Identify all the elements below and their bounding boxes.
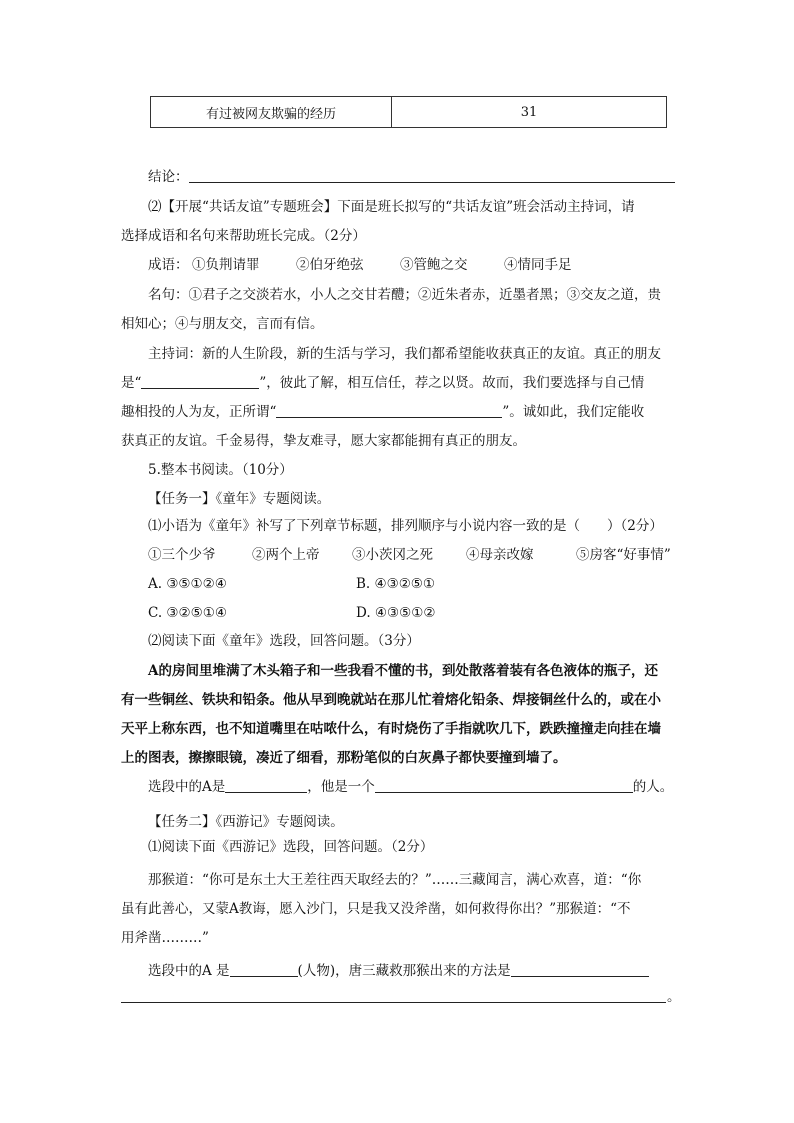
passage2-line1: 那猴道：“你可是东土大王差往西天取经去的？”……三藏闻言，满心欢喜，道：“你	[148, 872, 642, 888]
conclusion-line	[148, 168, 675, 186]
conclusion-blank[interactable]	[189, 168, 675, 183]
choice-d[interactable]: D. ④③⑤①②	[356, 605, 436, 621]
host-line4: 获真正的友谊。千金易得，挚友难寻，愿大家都能拥有真正的朋友。	[121, 433, 526, 449]
passage1-line2: 有一些铜丝、铁块和铅条。他从早到晚就站在那儿忙着熔化铅条、焊接铜丝什么的，或在小	[121, 692, 661, 708]
q5-title: 5.整本书阅读。（10分）	[148, 462, 293, 478]
answer2-blank-method[interactable]	[511, 962, 649, 977]
passage2-line3: 用斧凿………”	[121, 930, 209, 946]
survey-table	[150, 96, 667, 128]
q2-stem-line2: 选择成语和名句来帮助班长完成。（2分）	[121, 228, 366, 244]
host-line1: 主持词：新的人生阶段，新的生活与学习，我们都希望能收获真正的友谊。真正的朋友	[148, 346, 661, 362]
host-line3: 趣相投的人为友，正所谓“ ”。诚如此，我们定能收	[121, 404, 645, 420]
quotes-line2: 相知心；④与朋友交，言而有信。	[121, 316, 324, 332]
passage1-line4: 上的图表，擦擦眼镜，凑近了细看，那粉笔似的白灰鼻子都快要撞到墙了。	[121, 750, 567, 766]
table-cell-label: 有过被网友欺骗的经历	[151, 97, 392, 128]
idiom-option-3: ③管鲍之交	[400, 257, 468, 273]
answer1-blank-desc[interactable]	[375, 778, 633, 793]
host-blank-2[interactable]	[276, 403, 502, 418]
task2-title: 【任务二】《西游记》专题阅读。	[148, 814, 344, 830]
idiom-option-1: ①负荆请罪	[192, 257, 260, 273]
choice-c[interactable]: C. ③②⑤①④	[148, 605, 227, 621]
chapter-5: ⑤房客“好事情”	[576, 547, 671, 563]
choice-a[interactable]: A. ③⑤①②④	[148, 576, 227, 592]
answer1-line: 选段中的A是 ，他是一个 的人。	[148, 779, 674, 795]
answer2-continuation-blank[interactable]	[121, 1002, 666, 1003]
host-blank-1[interactable]	[141, 374, 259, 389]
q2-stem-line1: ⑵【开展“共话友谊”专题班会】下面是班长拟写的“共话友谊”班会活动主持词，请	[148, 199, 635, 215]
conclusion-label: 结论：	[148, 169, 189, 185]
task1-q1-stem: ⑴小语为《童年》补写了下列章节标题，排列顺序与小说内容一致的是（ ）（2分）	[148, 518, 663, 534]
idioms-line	[148, 256, 708, 274]
passage2-line2: 虽有此善心，又蒙A教诲，愿入沙门，只是我又没斧凿，如何救得你出？”那猴道：“不	[121, 901, 631, 917]
table-cell-value: 31	[392, 97, 667, 128]
chapter-1: ①三个少爷	[148, 547, 216, 563]
answer2-blank-person[interactable]	[230, 962, 298, 977]
passage1-line3: 天平上称东西，也不知道嘴里在咕哝什么，有时烧伤了手指就吹几下，跌跌撞撞走向挂在墙	[121, 721, 661, 737]
idiom-option-2: ②伯牙绝弦	[296, 257, 364, 273]
chapter-4: ④母亲改嫁	[466, 547, 534, 563]
chapter-list	[148, 546, 678, 564]
passage1-line1: A的房间里堆满了木头箱子和一些我看不懂的书，到处散落着装有各色液体的瓶子，还	[148, 663, 658, 679]
task2-q1-stem: ⑴阅读下面《西游记》选段，回答问题。（2分）	[148, 839, 434, 855]
quotes-line1: 名句：①君子之交淡若水，小人之交甘若醴；②近朱者赤，近墨者黑；③交友之道，贵	[148, 287, 661, 303]
answer1-blank-name[interactable]	[225, 778, 307, 793]
choice-b[interactable]: B. ④③②⑤①	[356, 576, 436, 592]
table-row	[151, 97, 667, 128]
task1-title: 【任务一】《童年》专题阅读。	[148, 491, 331, 507]
idiom-option-4: ④情同手足	[504, 257, 572, 273]
answer2-period: 。	[667, 989, 681, 1005]
answer2-line: 选段中的A 是 (人物)，唐三藏救那猴出来的方法是	[148, 962, 649, 980]
chapter-2: ②两个上帝	[252, 547, 320, 563]
host-line2: 是“ ”，彼此了解，相互信任，荐之以贤。故而，我们要选择与自己情	[121, 375, 645, 391]
idioms-label: 成语：	[148, 257, 189, 273]
chapter-3: ③小茨冈之死	[352, 547, 433, 563]
task1-q2-stem: ⑵阅读下面《童年》选段，回答问题。（3分）	[148, 633, 420, 649]
